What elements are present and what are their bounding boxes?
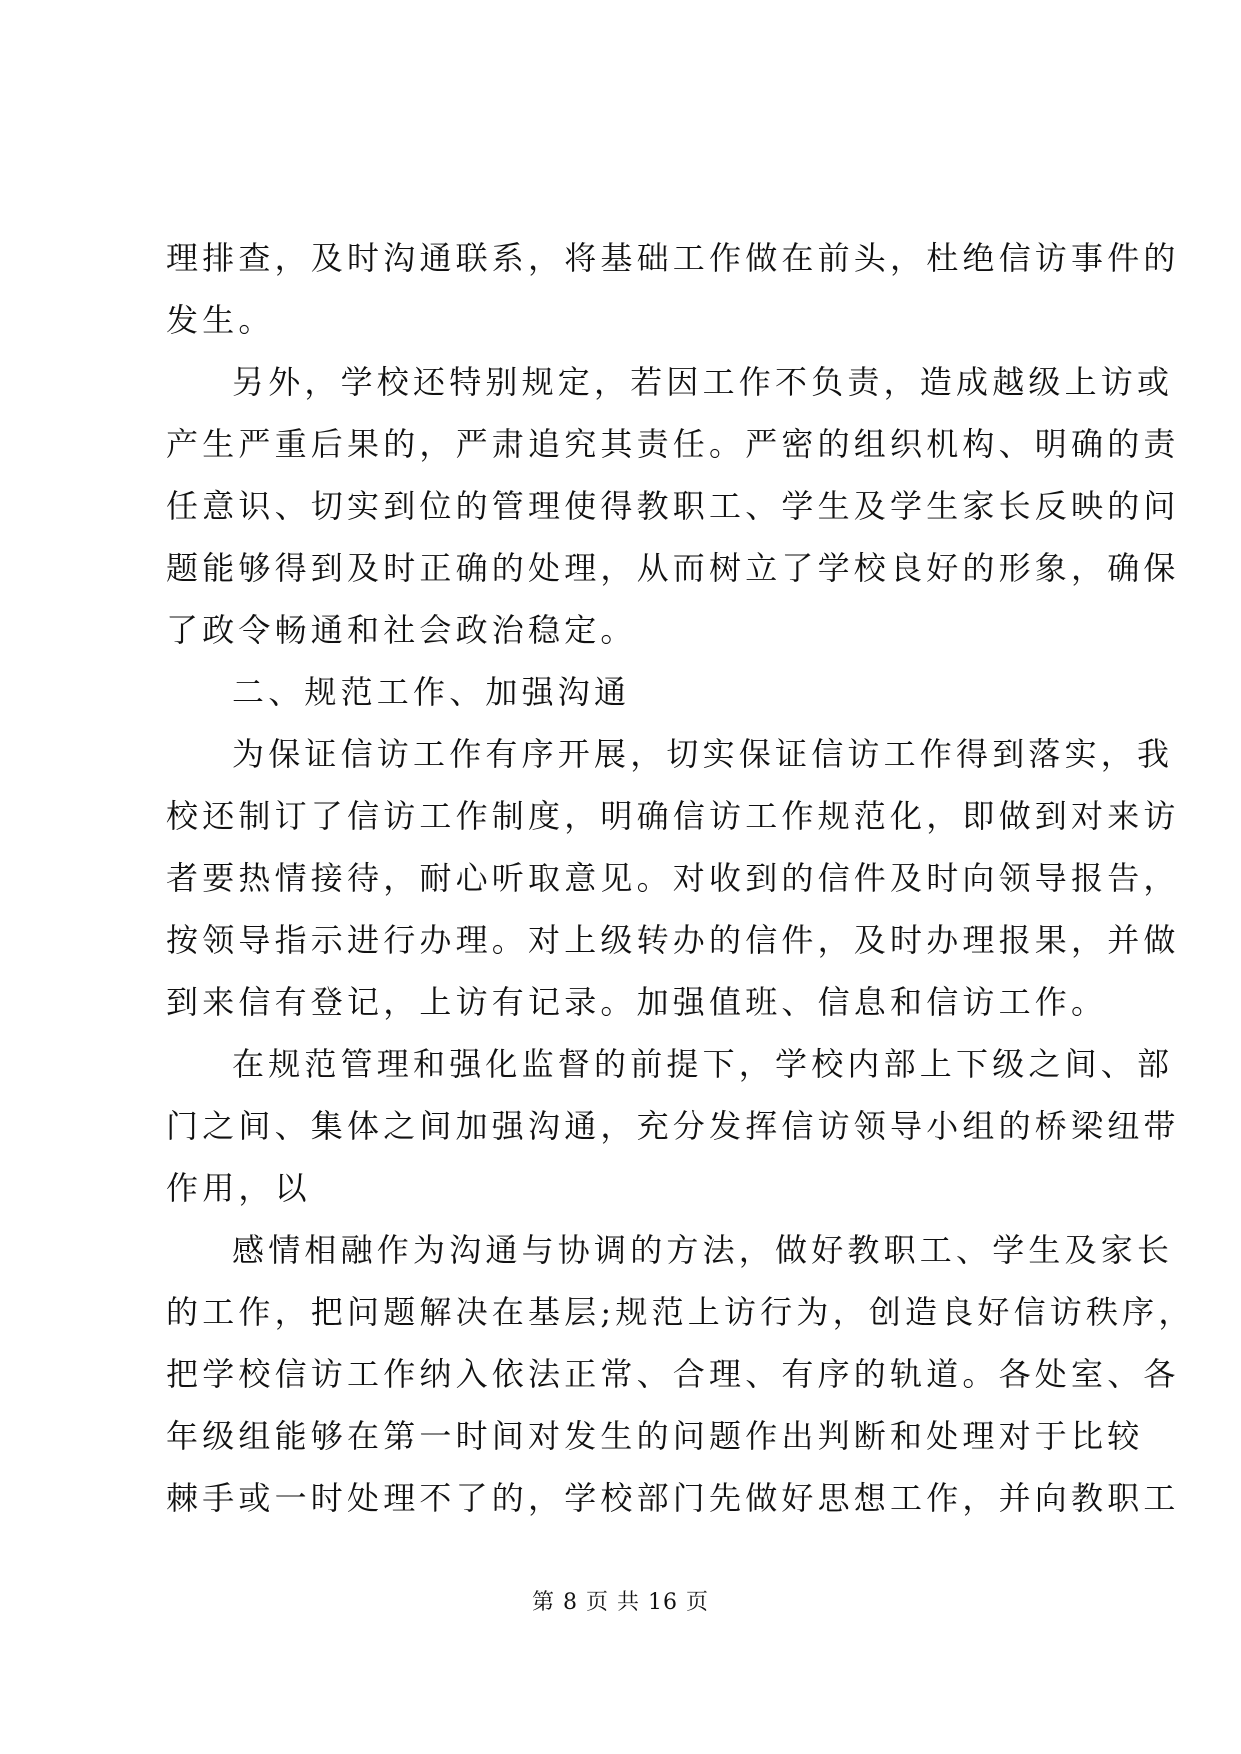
page-number-footer: 第 8 页 共 16 页 xyxy=(532,1590,709,1615)
paragraph-first-line: 另外，学校还特别规定，若因工作不负责，造成越级上访或 xyxy=(232,363,1174,401)
text-line: 产生严重后果的，严肃追究其责任。严密的组织机构、明确的责 xyxy=(166,425,1180,463)
text-line: 年级组能够在第一时间对发生的问题作出判断和处理对于比较 xyxy=(166,1417,1144,1455)
text-line: 发生。 xyxy=(166,301,275,339)
paragraph-first-line: 在规范管理和强化监督的前提下，学校内部上下级之间、部 xyxy=(232,1045,1174,1083)
paragraph-first-line: 为保证信访工作有序开展，切实保证信访工作得到落实，我 xyxy=(232,735,1174,773)
text-line: 按领导指示进行办理。对上级转办的信件，及时办理报果，并做 xyxy=(166,921,1180,959)
text-line: 的工作，把问题解决在基层;规范上访行为，创造良好信访秩序， xyxy=(166,1293,1195,1331)
text-line: 任意识、切实到位的管理使得教职工、学生及学生家长反映的问 xyxy=(166,487,1180,525)
text-line: 作用，以 xyxy=(166,1169,311,1207)
text-line: 理排查，及时沟通联系，将基础工作做在前头，杜绝信访事件的 xyxy=(166,239,1180,277)
paragraph-first-line: 感情相融作为沟通与协调的方法，做好教职工、学生及家长 xyxy=(232,1231,1174,1269)
text-line: 把学校信访工作纳入依法正常、合理、有序的轨道。各处室、各 xyxy=(166,1355,1180,1393)
text-line: 校还制订了信访工作制度，明确信访工作规范化，即做到对来访 xyxy=(166,797,1180,835)
text-line: 到来信有登记，上访有记录。加强值班、信息和信访工作。 xyxy=(166,983,1108,1021)
text-line: 门之间、集体之间加强沟通，充分发挥信访领导小组的桥梁纽带 xyxy=(166,1107,1180,1145)
text-line: 棘手或一时处理不了的，学校部门先做好思想工作，并向教职工 xyxy=(166,1479,1180,1517)
section-heading: 二、规范工作、加强沟通 xyxy=(232,673,631,711)
text-line: 了政令畅通和社会政治稳定。 xyxy=(166,611,637,649)
text-line: 者要热情接待，耐心听取意见。对收到的信件及时向领导报告， xyxy=(166,859,1180,897)
text-line: 题能够得到及时正确的处理，从而树立了学校良好的形象，确保 xyxy=(166,549,1180,587)
